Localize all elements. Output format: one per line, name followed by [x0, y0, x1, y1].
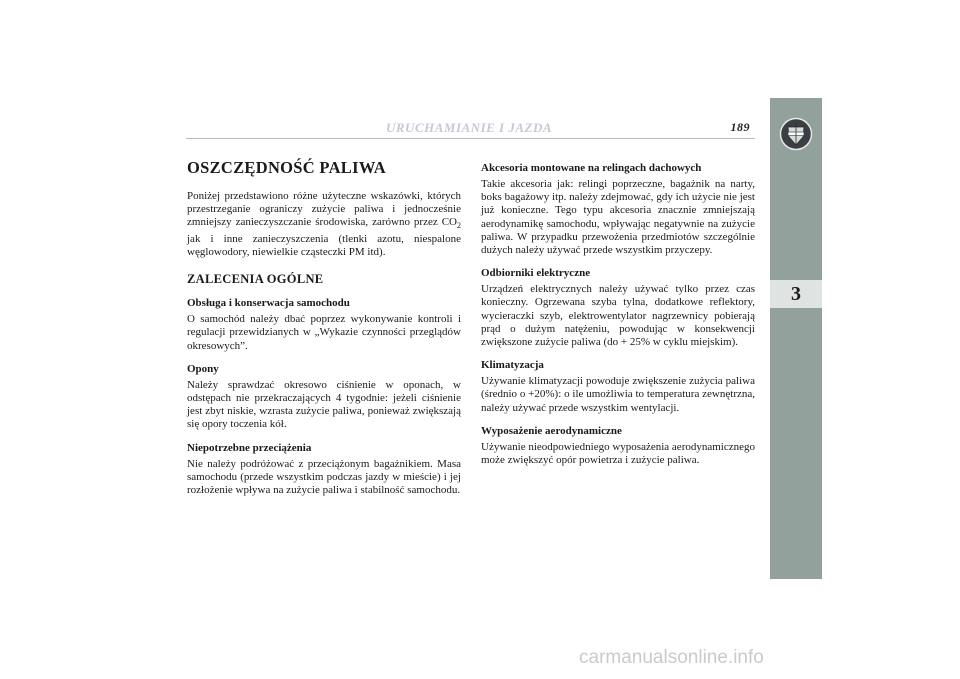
- page-title: OSZCZĘDNOŚĆ PALIWA: [187, 158, 387, 177]
- subsection-text-roof-accessories: Takie akcesoria jak: relingi poprzeczne, bagażnik na narty, boks bagażowy itp. należy zdejmować, gdy ich użycie nie jest już konieczne. Tego typu akcesoria znacznie zmniejszają aerodynamikę samochodu, wpływając negatywnie na zużycie paliwa. W przypadku przewożenia przedmiotów szczególnie dużych należy używać przede wszystkim przyczepy.: [481, 178, 755, 257]
- subsection-heading-roof-accessories: Akcesoria montowane na relingach dachowych: [481, 162, 702, 174]
- watermark-text: carmanualsonline.info: [579, 647, 764, 668]
- subsection-text-air-conditioning: Używanie klimatyzacji powoduje zwiększenie zużycia paliwa (średnio o +20%): o ile umożliwia to temperatura zewnętrzna, należy używać przede wszystkim wentylacji.: [481, 375, 755, 414]
- subsection-text-aerodynamic: Używanie nieodpowiedniego wyposażenia aerodynamicznego może zwiększyć opór powietrza i zużycie paliwa.: [481, 440, 755, 467]
- page-number: 189: [730, 120, 750, 134]
- subsection-heading-air-conditioning: Klimatyzacja: [481, 359, 544, 372]
- subsection-text-electrical: Urządzeń elektrycznych należy używać tylko przez czas konieczny. Ogrzewana szyba tylna, dodatkowe reflektory, wycieraczki szyb, elektrowentylator nagrzewnicy pobierają prąd o dużym natężeniu, powodując w konsekwencji zwiększone zużycie paliwa (do + 25% w cyklu miejskim).: [481, 283, 755, 349]
- subsection-text-maintenance: O samochód należy dbać poprzez wykonywanie kontroli i regulacji przewidzianych w „Wykazie czynności przeglądów okresowych”.: [187, 313, 461, 352]
- running-title: URUCHAMIANIE I JAZDA: [386, 120, 553, 135]
- subsection-heading-tyres: Opony: [187, 362, 219, 375]
- lancia-badge-icon: [779, 117, 813, 151]
- chapter-sidebar: [770, 98, 822, 579]
- subsection-heading-maintenance: Obsługa i konserwacja samochodu: [187, 297, 350, 310]
- right-column: [481, 158, 755, 467]
- header-rule: [186, 138, 755, 139]
- intro-paragraph: Poniżej przedstawiono różne użyteczne wskazówki, których przestrzeganie ograniczy zużycie paliwa i jednocześnie zmniejszy zanieczyszczanie środowiska, zarówno przez $CO_2$ jak i inne zanieczyszczenia (tlenki azotu, niespalone węglowodory, niewielkie cząsteczki PM itd).: [187, 190, 461, 258]
- left-column: [187, 158, 461, 497]
- subsection-text-tyres: Należy sprawdzać okresowo ciśnienie w oponach, w odstępach nie przekraczających 4 tygodnie: jeżeli ciśnienie jest zbyt niskie, wzrasta zużycie paliwa, ponieważ zwiększają się opory toczenia kół.: [187, 378, 461, 431]
- subsection-heading-aerodynamic: Wyposażenie aerodynamiczne: [481, 424, 622, 437]
- subsection-heading-electrical: Odbiorniki elektryczne: [481, 267, 591, 280]
- chapter-number-tab[interactable]: 3: [770, 280, 822, 308]
- subsection-text-overload: Nie należy podróżować z przeciążonym bagażnikiem. Masa samochodu (przede wszystkim podczas jazdy w mieście) i jej rozłożenie wpływa na zużycie paliwa i stabilność samochodu.: [187, 457, 461, 497]
- subsection-heading-overload: Niepotrzebne przeciążenia: [187, 441, 312, 454]
- section-title: ZALECENIA OGÓLNE: [187, 272, 324, 287]
